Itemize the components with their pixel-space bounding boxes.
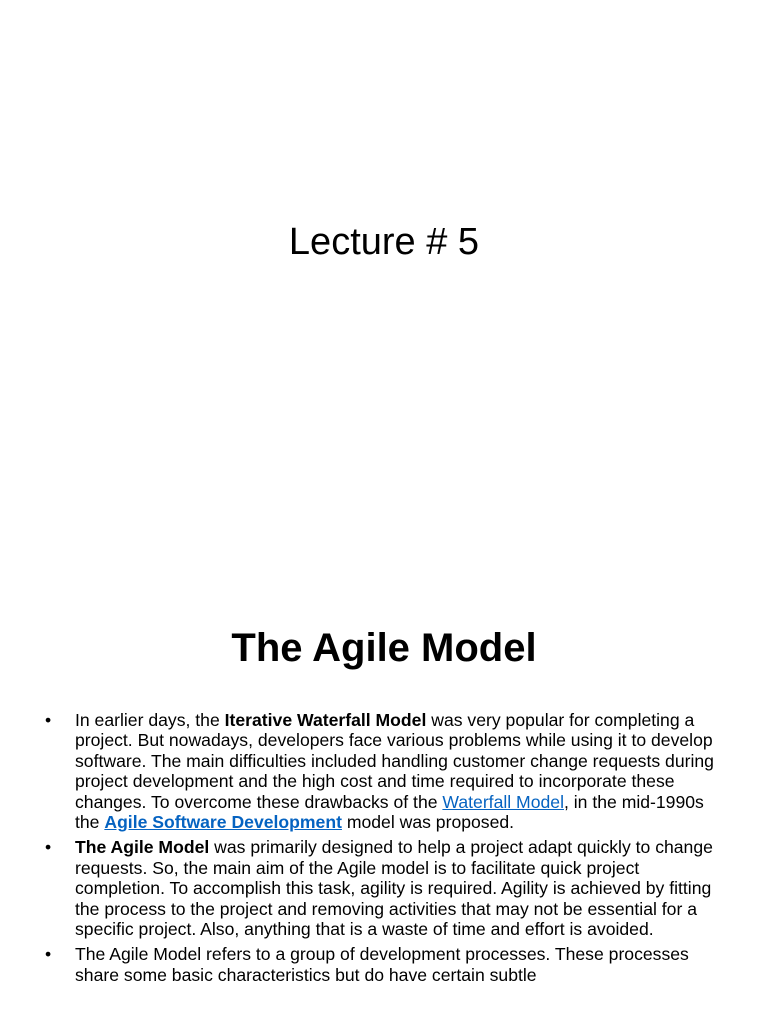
bullet-item	[45, 837, 725, 939]
bold-text: Iterative Waterfall Model	[224, 710, 427, 730]
bullet-dot-icon: •	[45, 837, 52, 858]
slide-agile-model	[0, 600, 768, 1024]
text-run: was very popular for completing a project. But nowadays, developers face various problems while using it to develop software. The main difficulties included handling customer change requests during project development and the high cost and time required to incorporate these changes. To overcome these drawbacks of the	[75, 710, 714, 812]
bullet-list	[45, 710, 725, 990]
lecture-title: Lecture # 5	[288, 221, 480, 263]
bullet-item	[45, 944, 725, 985]
slide-heading: The Agile Model	[231, 626, 537, 670]
bullet-dot-icon: •	[45, 710, 52, 730]
bold-text: The Agile Model	[75, 837, 210, 858]
text-run: In earlier days, the	[75, 710, 225, 730]
text-run: , in the mid-1990s the	[75, 791, 704, 833]
text-run: model was proposed.	[341, 812, 515, 833]
inline-link[interactable]: Agile Software Development	[104, 812, 342, 833]
bullet-item	[45, 710, 725, 832]
text-run: The Agile Model refers to a group of development processes. These processes share some basic characteristics but do have certain subtle	[75, 944, 689, 985]
inline-link[interactable]: Waterfall Model	[442, 791, 564, 812]
text-run: was primarily designed to help a project adapt quickly to change requests. So, the main aim of the Agile model is to facilitate quick project completion. To accomplish this task, agility is required. Agility is achieved by fitting the process to the project and removing activities that may not be essential for a specific project. Also, anything that is a waste of time and effort is avoided.	[75, 837, 713, 940]
bullet-dot-icon: •	[45, 944, 52, 965]
